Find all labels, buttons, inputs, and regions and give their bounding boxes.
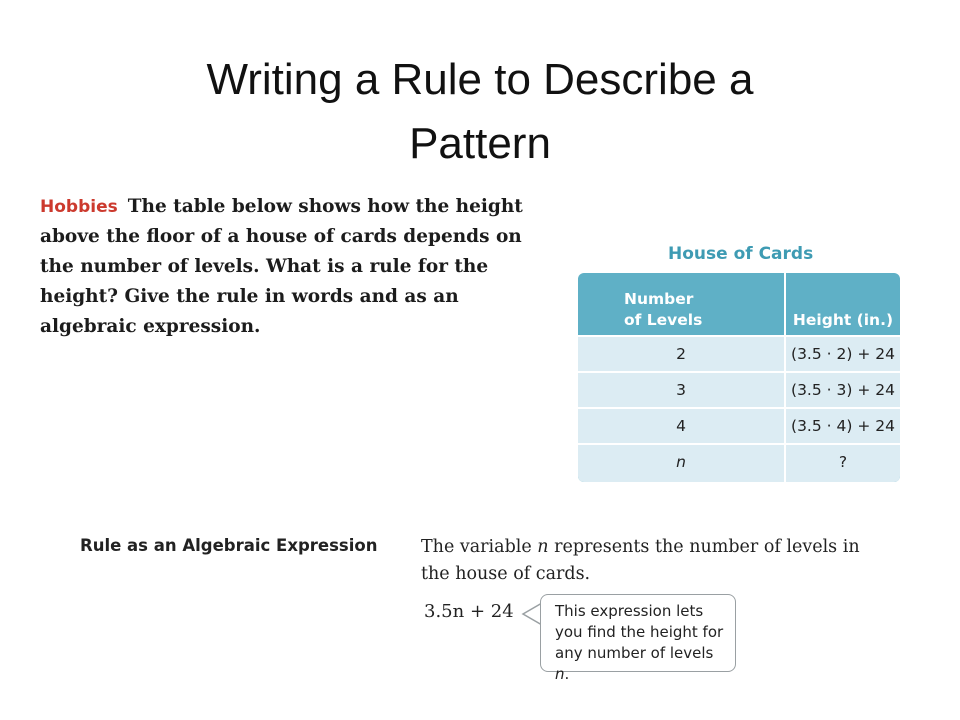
header-height: Height (in.): [784, 273, 900, 335]
problem-tag: Hobbies: [40, 197, 118, 217]
slide-title-line-2: Pattern: [409, 119, 551, 168]
table-title: House of Cards: [668, 244, 814, 264]
rule-label: Rule as an Algebraic Expression: [80, 536, 378, 555]
rule-description: [421, 534, 881, 588]
slide-title: [60, 48, 900, 176]
cell-levels: 2: [578, 335, 784, 371]
cell-levels: 3: [578, 371, 784, 407]
cell-height: (3.5 · 2) + 24: [784, 335, 900, 371]
problem-text: The table below shows how the height above the floor of a house of cards depends on the number of levels. What is a rule for the height? Give the rule in words and as an algebraic expression.: [40, 196, 523, 337]
cell-height: (3.5 · 3) + 24: [784, 371, 900, 407]
table-row: [578, 443, 900, 482]
rule-expression: 3.5n + 24: [424, 601, 514, 622]
table-row: [578, 371, 900, 407]
table-row: [578, 407, 900, 443]
rule-description-var: n: [537, 537, 549, 557]
callout-text-pre: This expression lets you find the height for any number of levels: [555, 602, 724, 662]
cell-height: ?: [784, 443, 900, 482]
rule-description-pre: The variable: [421, 537, 538, 557]
slide-title-line-1: Writing a Rule to Describe a: [206, 55, 754, 104]
cell-levels: n: [578, 443, 784, 482]
header-levels-line-2: of Levels: [624, 311, 703, 329]
header-levels-line-1: Number: [624, 290, 694, 308]
house-of-cards-table: [578, 273, 900, 482]
table-header-row: [578, 273, 900, 335]
callout-text-var: n: [555, 665, 565, 683]
cell-height: (3.5 · 4) + 24: [784, 407, 900, 443]
cell-levels: 4: [578, 407, 784, 443]
problem-statement: [40, 192, 550, 342]
rule-description-post: represents the number of levels in the house of cards.: [421, 537, 860, 584]
header-levels: [578, 273, 784, 335]
table-row: [578, 335, 900, 371]
callout-text-post: .: [564, 665, 570, 683]
callout-box: [540, 594, 736, 683]
